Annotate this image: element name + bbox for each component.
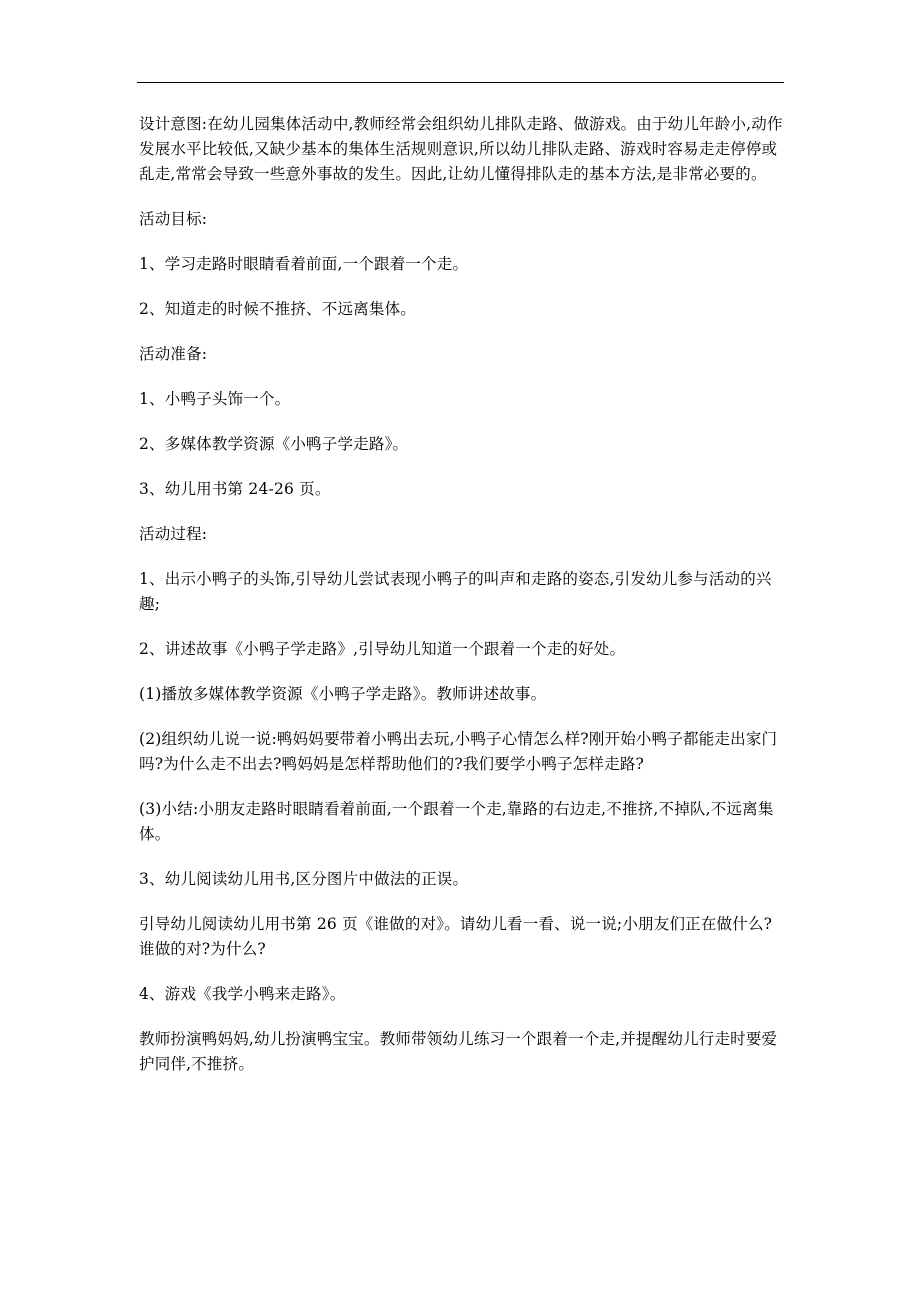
process-substep-2: (2)组织幼儿说一说:鸭妈妈要带着小鸭出去玩,小鸭子心情怎么样?刚开始小鸭子都能走出家门吗?为什么走不出去?鸭妈妈是怎样帮助他们的?我们要学小鸭子怎样走路?: [139, 730, 778, 773]
process-step-3-detail: 引导幼儿阅读幼儿用书第 26 页《谁做的对》。请幼儿看一看、说一说;小朋友们正在做什么?谁做的对?为什么?: [139, 915, 773, 958]
process-step-1: 1、出示小鸭子的头饰,引导幼儿尝试表现小鸭子的叫声和走路的姿态,引发幼儿参与活动的兴趣;: [139, 570, 772, 613]
process-step-3: 3、幼儿阅读幼儿用书,区分图片中做法的正误。: [139, 870, 469, 888]
preparation-item-2: 2、多媒体教学资源《小鸭子学走路》。: [139, 435, 409, 453]
process-step-4: 4、游戏《我学小鸭来走路》。: [139, 985, 346, 1003]
paragraph-design-intent: 设计意图:在幼儿园集体活动中,教师经常会组织幼儿排队走路、做游戏。由于幼儿年龄小,动作发展水平比较低,又缺少基本的集体生活规则意识,所以幼儿排队走路、游戏时容易走走停停或乱走,常常会导致一些意外事故的发生。因此,让幼儿懂得排队走的基本方法,是非常必要的。: [139, 115, 783, 183]
process-substep-3: (3)小结:小朋友走路时眼睛看着前面,一个跟着一个走,靠路的右边走,不推挤,不掉队,不远离集体。: [139, 800, 774, 843]
preparation-item-1: 1、小鸭子头饰一个。: [139, 390, 291, 408]
heading-activity-process: 活动过程:: [139, 525, 208, 543]
process-step-2: 2、讲述故事《小鸭子学走路》,引导幼儿知道一个跟着一个走的好处。: [139, 640, 626, 658]
process-substep-1: (1)播放多媒体教学资源《小鸭子学走路》。教师讲述故事。: [139, 685, 547, 703]
process-step-4-detail: 教师扮演鸭妈妈,幼儿扮演鸭宝宝。教师带领幼儿练习一个跟着一个走,并提醒幼儿行走时要爱护同伴,不推挤。: [139, 1030, 778, 1073]
preparation-item-3: 3、幼儿用书第 24-26 页。: [139, 480, 331, 498]
heading-activity-goals: 活动目标:: [139, 210, 208, 228]
goal-item-1: 1、学习走路时眼睛看着前面,一个跟着一个走。: [139, 255, 469, 273]
goal-item-2: 2、知道走的时候不推挤、不远离集体。: [139, 300, 416, 318]
header-rule: [137, 82, 784, 83]
heading-activity-preparation: 活动准备:: [139, 345, 208, 363]
document-body: [139, 112, 787, 1097]
